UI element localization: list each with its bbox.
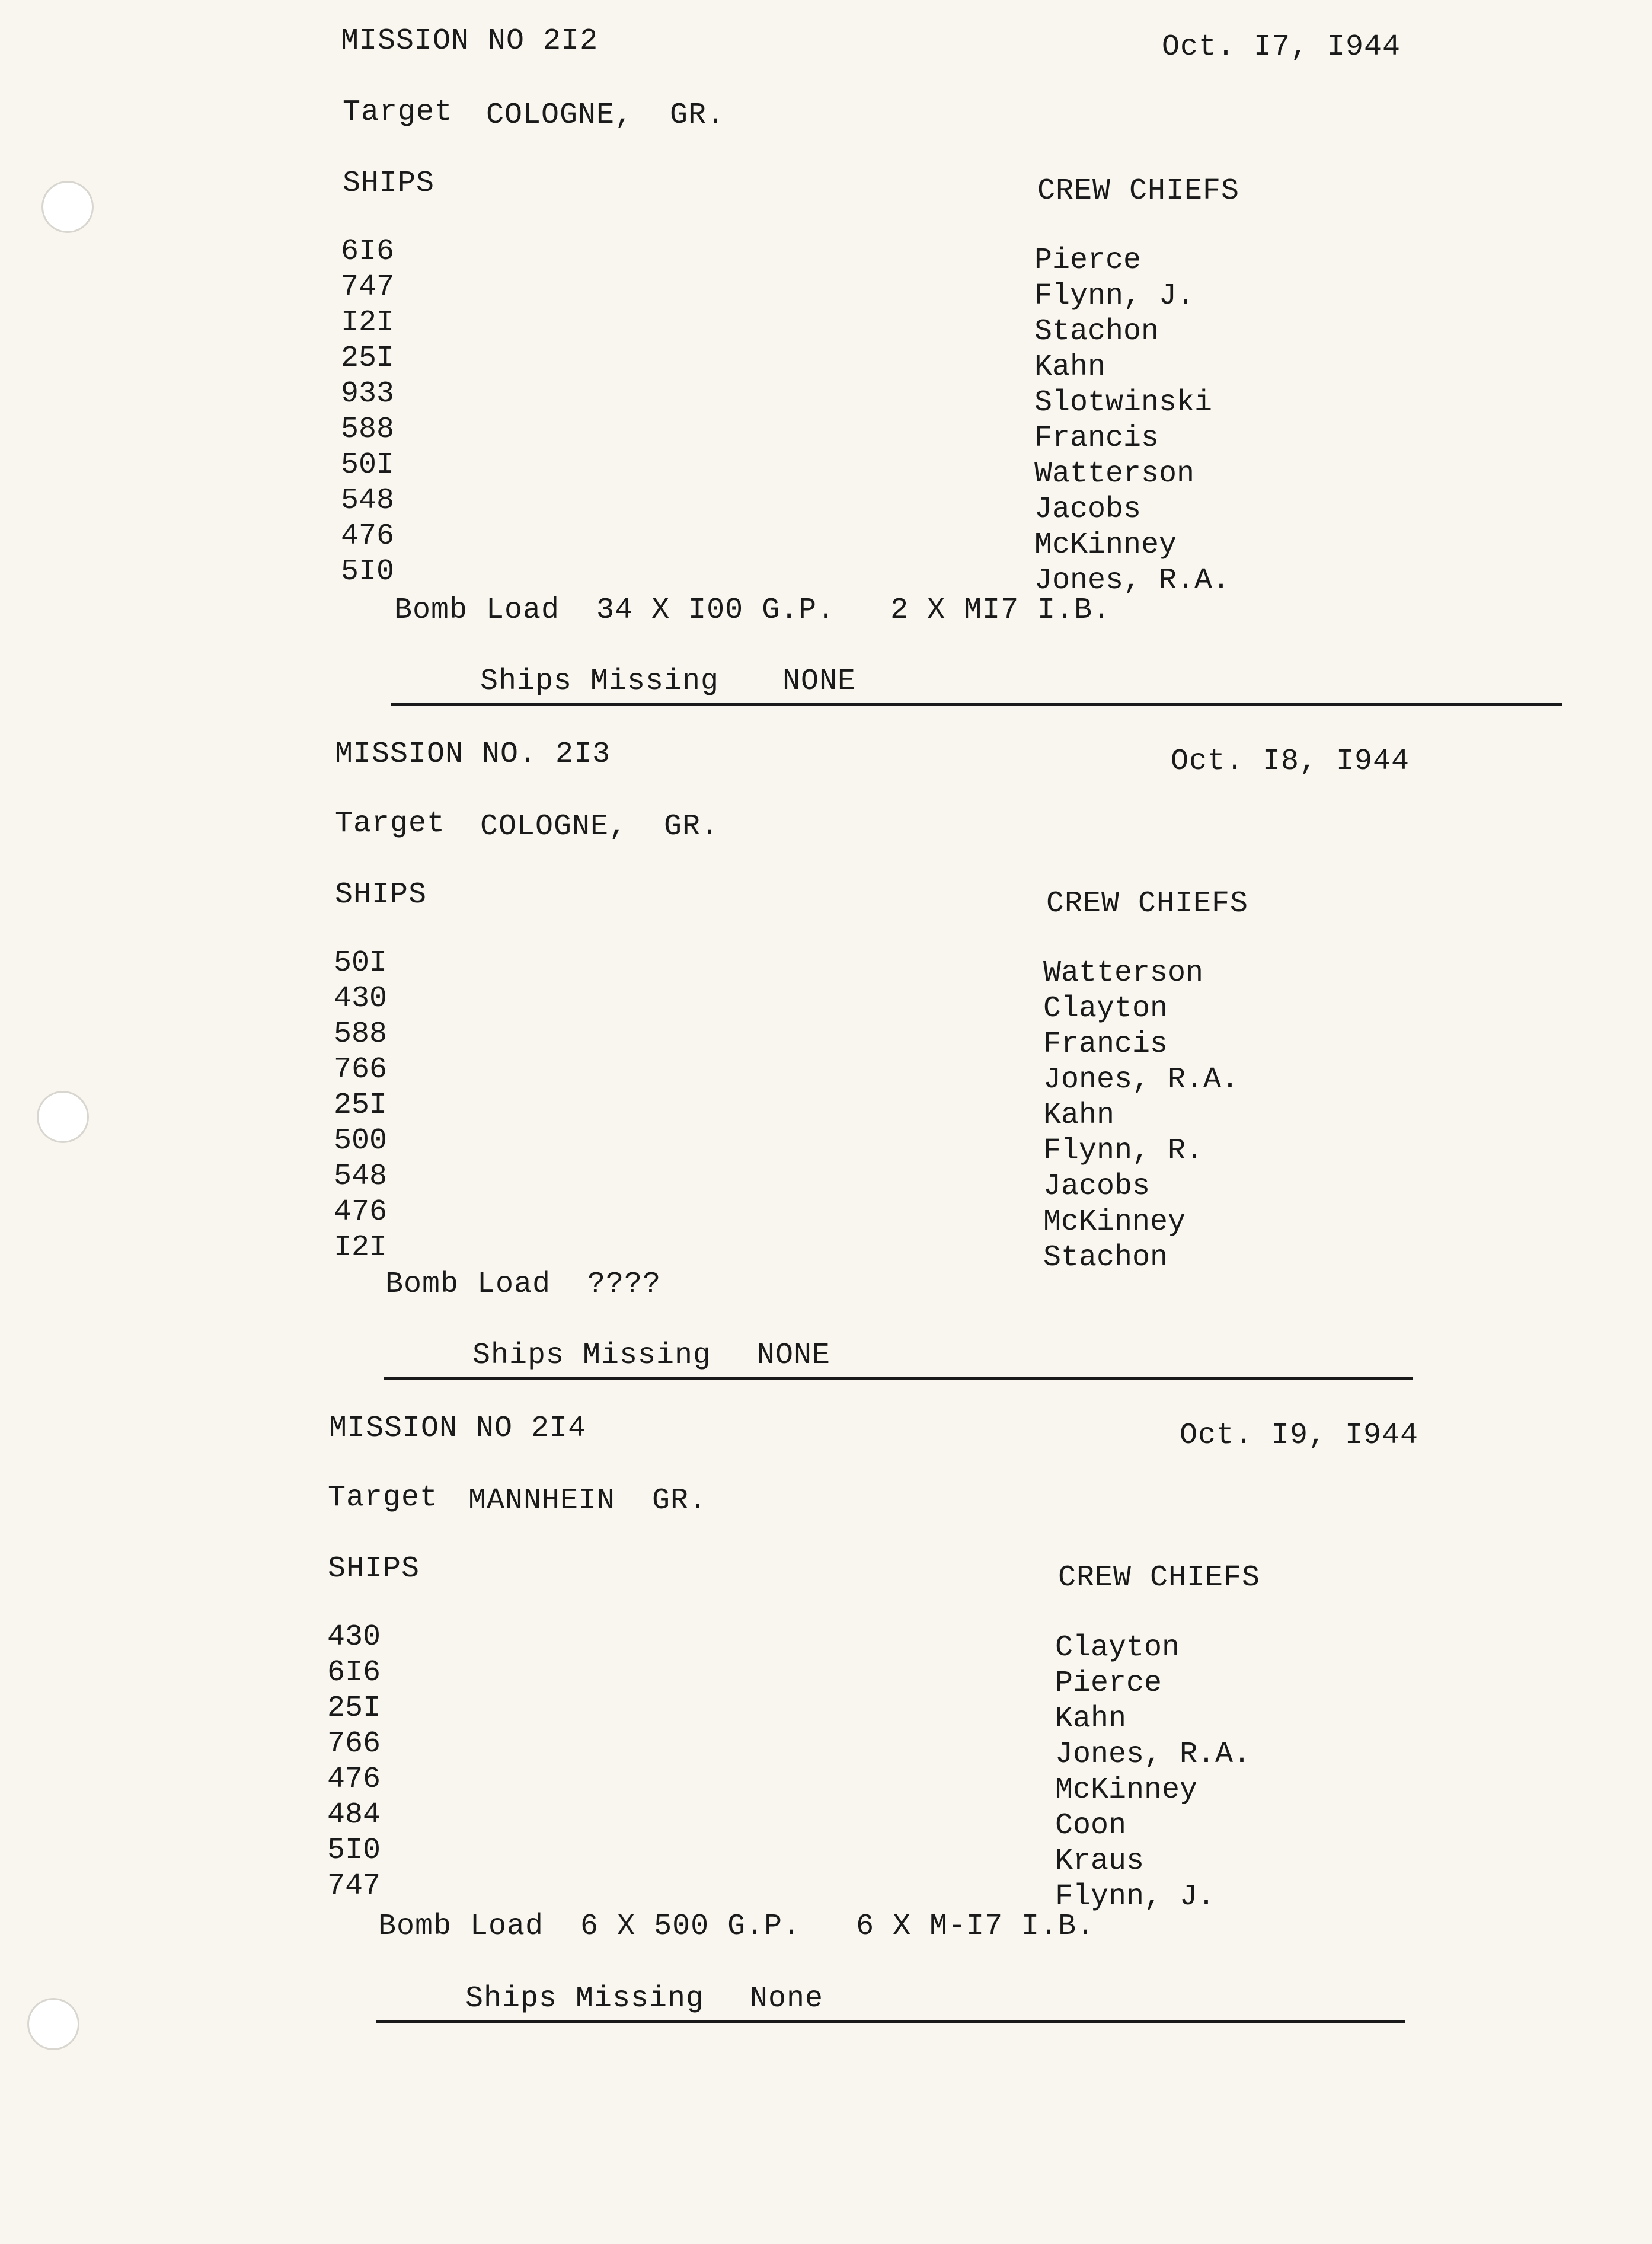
list-item: 588 — [334, 1017, 388, 1051]
crew-chiefs-list — [1055, 1630, 1251, 1915]
list-item: 50I — [334, 946, 388, 980]
mission-date: Oct. I9, I944 — [1180, 1419, 1419, 1453]
ships-list — [341, 234, 394, 590]
list-item: Jones, R.A. — [1055, 1738, 1251, 1771]
ships-list — [334, 946, 387, 1266]
ships-missing-label: Ships Missing — [472, 1339, 712, 1372]
mission-number: MISSION NO. 2I3 — [335, 738, 611, 771]
list-item: 430 — [334, 982, 388, 1016]
ships-header: SHIPS — [328, 1552, 420, 1586]
mission-number: MISSION NO 2I2 — [341, 24, 599, 58]
list-item: Clayton — [1055, 1631, 1180, 1665]
list-item: 430 — [327, 1620, 381, 1654]
bomb-load: Bomb Load 34 X I00 G.P. 2 X MI7 I.B. — [394, 593, 1111, 627]
mission-number: MISSION NO 2I4 — [329, 1412, 587, 1445]
section-divider — [376, 2020, 1405, 2023]
list-item: 548 — [341, 484, 395, 518]
list-item: Kahn — [1055, 1702, 1127, 1736]
list-item: 6I6 — [327, 1656, 381, 1690]
ships-header: SHIPS — [343, 167, 435, 200]
list-item: 548 — [334, 1160, 388, 1193]
list-item: 588 — [341, 413, 395, 446]
mission-date: Oct. I7, I944 — [1162, 30, 1401, 64]
list-item: Jones, R.A. — [1034, 564, 1231, 598]
punch-hole — [27, 1998, 79, 2050]
list-item: I2I — [334, 1231, 388, 1265]
list-item: Clayton — [1043, 992, 1168, 1026]
list-item: Stachon — [1043, 1241, 1168, 1275]
crew-chiefs-list — [1043, 956, 1239, 1276]
target-value: COLOGNE, GR. — [486, 98, 726, 132]
list-item: 5I0 — [341, 555, 395, 589]
list-item: Jones, R.A. — [1043, 1063, 1239, 1097]
list-item: Kraus — [1055, 1844, 1145, 1878]
ships-missing-value: NONE — [782, 665, 857, 698]
list-item: 766 — [334, 1053, 388, 1087]
list-item: 484 — [327, 1798, 381, 1832]
ships-missing-label: Ships Missing — [465, 1982, 705, 2016]
crew-chiefs-header: CREW CHIEFS — [1058, 1561, 1261, 1595]
bomb-load: Bomb Load 6 X 500 G.P. 6 X M-I7 I.B. — [378, 1910, 1095, 1943]
target-label: Target — [335, 807, 446, 841]
ships-missing-value: None — [750, 1982, 824, 2016]
ships-header: SHIPS — [335, 878, 427, 912]
list-item: Kahn — [1043, 1099, 1115, 1132]
list-item: 25I — [334, 1089, 388, 1122]
punch-hole — [41, 181, 94, 233]
crew-chiefs-header: CREW CHIEFS — [1037, 174, 1240, 208]
ships-missing-label: Ships Missing — [480, 665, 720, 698]
list-item: 476 — [341, 519, 395, 553]
list-item: Kahn — [1034, 350, 1106, 384]
section-divider — [391, 703, 1562, 706]
list-item: I2I — [341, 306, 395, 340]
list-item: Jacobs — [1043, 1170, 1151, 1204]
punch-hole — [37, 1091, 89, 1143]
bomb-load: Bomb Load ???? — [385, 1268, 662, 1301]
list-item: Francis — [1043, 1027, 1168, 1061]
list-item: 476 — [327, 1763, 381, 1796]
list-item: 6I6 — [341, 235, 395, 269]
list-item: 476 — [334, 1195, 388, 1229]
target-label: Target — [328, 1481, 439, 1515]
list-item: 5I0 — [327, 1834, 381, 1868]
target-label: Target — [343, 95, 453, 129]
crew-chiefs-header: CREW CHIEFS — [1046, 887, 1249, 921]
ships-missing-value: NONE — [757, 1339, 831, 1372]
list-item: Flynn, R. — [1043, 1134, 1204, 1168]
crew-chiefs-list — [1034, 243, 1230, 599]
mission-date: Oct. I8, I944 — [1171, 745, 1410, 778]
list-item: 25I — [327, 1691, 381, 1725]
list-item: 747 — [327, 1869, 381, 1903]
list-item: 500 — [334, 1124, 388, 1158]
list-item: Watterson — [1034, 457, 1195, 491]
list-item: Pierce — [1055, 1667, 1162, 1700]
list-item: Flynn, J. — [1055, 1880, 1216, 1914]
list-item: McKinney — [1034, 528, 1177, 562]
list-item: 766 — [327, 1727, 381, 1761]
target-value: MANNHEIN GR. — [468, 1484, 708, 1518]
list-item: Pierce — [1034, 244, 1142, 277]
list-item: McKinney — [1043, 1205, 1186, 1239]
list-item: 747 — [341, 270, 395, 304]
ships-list — [327, 1620, 381, 1904]
list-item: 25I — [341, 341, 395, 375]
target-value: COLOGNE, GR. — [480, 810, 720, 844]
list-item: Slotwinski — [1034, 386, 1213, 420]
list-item: 933 — [341, 377, 395, 411]
section-divider — [384, 1377, 1413, 1380]
list-item: Flynn, J. — [1034, 279, 1195, 313]
list-item: 50I — [341, 448, 395, 482]
list-item: Francis — [1034, 422, 1159, 455]
list-item: Stachon — [1034, 315, 1159, 349]
list-item: Watterson — [1043, 956, 1204, 990]
list-item: McKinney — [1055, 1773, 1198, 1807]
list-item: Jacobs — [1034, 493, 1142, 526]
list-item: Coon — [1055, 1809, 1127, 1843]
